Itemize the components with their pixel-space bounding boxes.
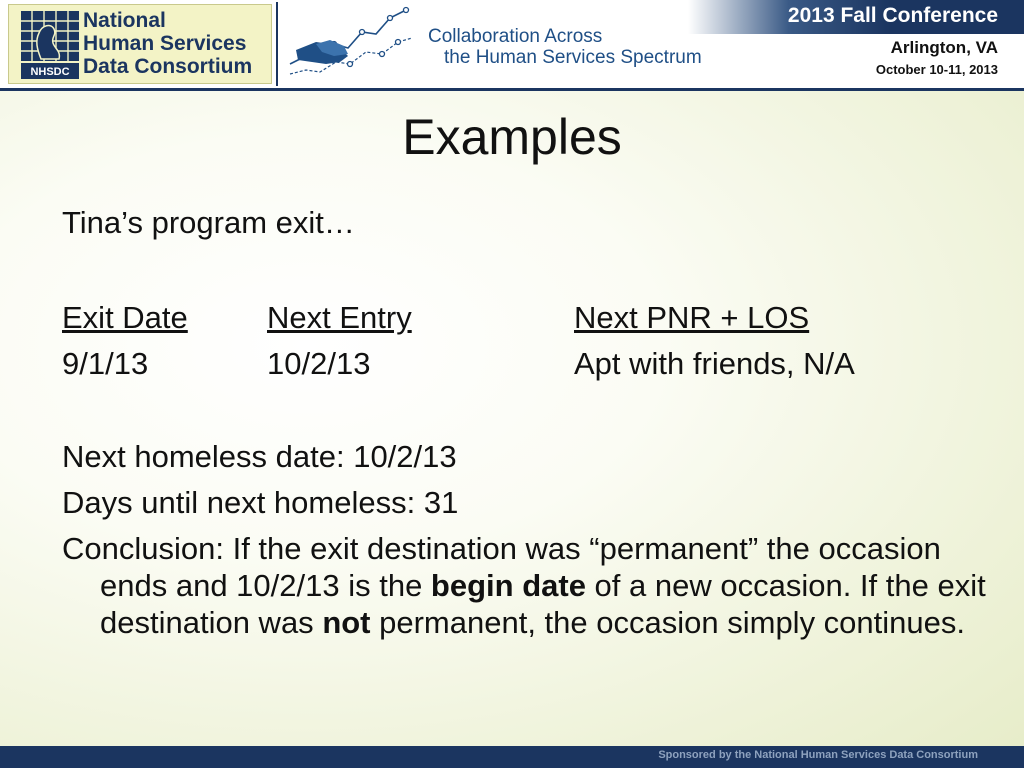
nhsdc-emblem-icon — [21, 11, 79, 79]
conference-title-bar — [688, 0, 1024, 34]
header-banner — [0, 0, 1024, 91]
conclusion-part-2: of a new occasion. If the exit destination was — [100, 568, 986, 640]
conclusion-part-1: Conclusion: If the exit destination was “permanent” the occasion ends and 10/2/13 is the — [62, 531, 941, 603]
footer-sponsor-text: Sponsored by the National Human Services Data Consortium — [658, 749, 978, 761]
conclusion-text — [62, 530, 990, 641]
value-exit-date: 9/1/13 — [62, 346, 149, 381]
days-until-homeless: Days until next homeless: 31 — [62, 485, 459, 520]
tagline-line-1: Collaboration Across — [428, 26, 603, 47]
conference-dates: October 10-11, 2013 — [875, 62, 998, 77]
conclusion-part-3: permanent, the occasion simply continues. — [370, 605, 965, 640]
header-divider — [276, 2, 278, 86]
next-homeless-date: Next homeless date: 10/2/13 — [62, 439, 457, 474]
org-name-line-1: National — [83, 9, 166, 32]
conference-title: 2013 Fall Conference — [787, 4, 998, 27]
footer-bar — [0, 746, 1024, 768]
org-name — [83, 9, 252, 78]
org-name-line-3: Data Consortium — [83, 55, 253, 78]
tagline-line-2: the Human Services Spectrum — [444, 47, 702, 68]
value-next-entry: 10/2/13 — [267, 346, 371, 381]
header-next-entry: Next Entry — [267, 300, 412, 335]
handshake-chart-icon — [286, 4, 416, 78]
conclusion-bold-begin-date: begin date — [430, 568, 586, 603]
conference-tagline — [428, 26, 702, 68]
slide-title: Examples — [402, 109, 622, 165]
conclusion-bold-not: not — [322, 605, 371, 640]
header-next-pnr-los: Next PNR + LOS — [574, 300, 810, 335]
header-exit-date: Exit Date — [62, 300, 188, 335]
value-next-pnr-los: Apt with friends, N/A — [574, 346, 855, 381]
logo-abbrev: NHSDC — [30, 66, 70, 78]
conference-location: Arlington, VA — [890, 38, 998, 57]
nhsdc-logo — [8, 4, 272, 84]
intro-text: Tina’s program exit… — [62, 205, 355, 240]
org-name-line-2: Human Services — [83, 32, 247, 55]
